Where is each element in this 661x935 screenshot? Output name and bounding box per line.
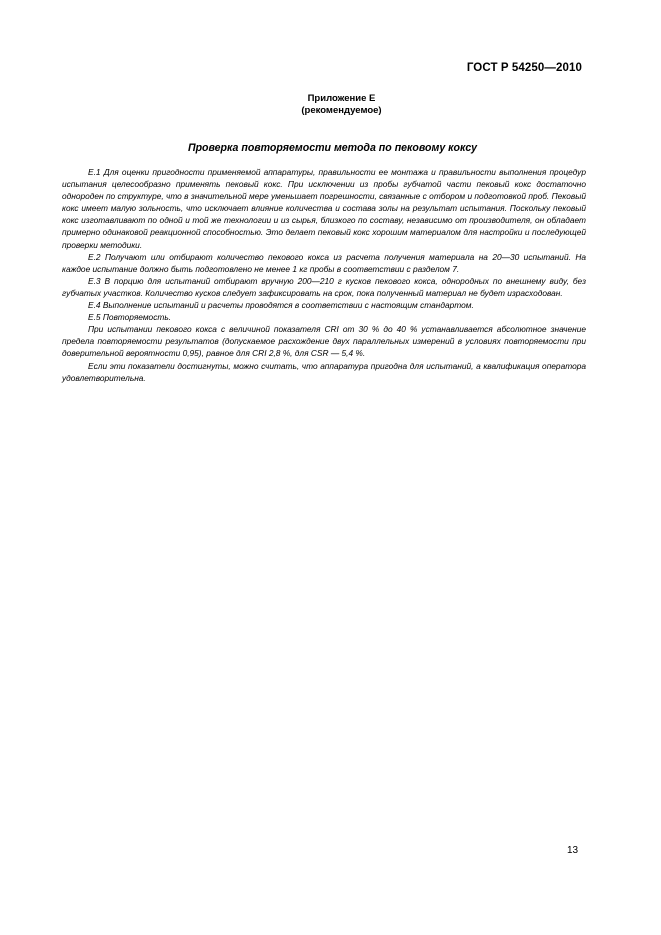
document-body [62,166,586,384]
paragraph-e5: Е.5 Повторяемость. [88,312,172,323]
paragraph-e2: Е.2 Получают или отбирают количество пекового кокса из расчета получения материала на 20—30 испытаний. На каждое испытание должно быть подготовлено не менее 1 кг пробы в соответствии с разделом 7. [62,251,586,274]
paragraph-e1: Е.1 Для оценки пригодности применяемой аппаратуры, правильности ее монтажа и правильности выполнения процедур испытания целесообразно применять пековый кокс. При исключении из пробы губчатой части пековый кокс достаточно однороден по структуре, что в значительной мере уменьшает погрешности, связанные с отбором и подготовкой проб. Пековый кокс имеет малую зольность, что исключает влияние количества и состава золы на результат испытания. Поскольку пековый кокс изготавливают по одной и той же технологии и из сырья, близкого по составу, независимо от производителя, он обладает примерно одинаковой реакционной способностью. Это делает пековый кокс хорошим материалом для настройки и последующей проверки методики. [62,167,586,250]
paragraph-conclusion: Если эти показатели достигнуты, можно считать, что аппаратура пригодна для испытаний, а квалификация оператора удовлетворительна. [62,360,586,383]
paragraph-e4: Е.4 Выполнение испытаний и расчеты проводятся в соответствии с настоящим стандартом. [88,300,474,311]
section-title: Проверка повторяемости метода по пековому коксу [187,142,478,154]
paragraph-e3: Е.3 В порцию для испытаний отбирают вручную 200—210 г кусков пекового кокса, однородных по внешнему виду, без губчатых участков. Количество кусков следует зафиксировать на срок, пока полученный материал не будет израсходован. [62,275,586,298]
appendix-status: (рекомендуемое) [301,105,382,116]
page-number: 13 [567,845,579,856]
paragraph-repeatability: При испытании пекового кокса с величиной показателя CRI от 30 % до 40 % устанавливается абсолютное значение предела повторяемости результатов (допускаемое расхождение двух параллельных измерений в условиях повторяемости при доверительной вероятности 0,95), равное для CRI 2,8 %, для CSR — 5,4 %. [62,324,586,359]
appendix-label: Приложение Е [307,93,376,104]
standard-code: ГОСТ Р 54250—2010 [466,62,582,74]
appendix-heading [0,93,661,117]
